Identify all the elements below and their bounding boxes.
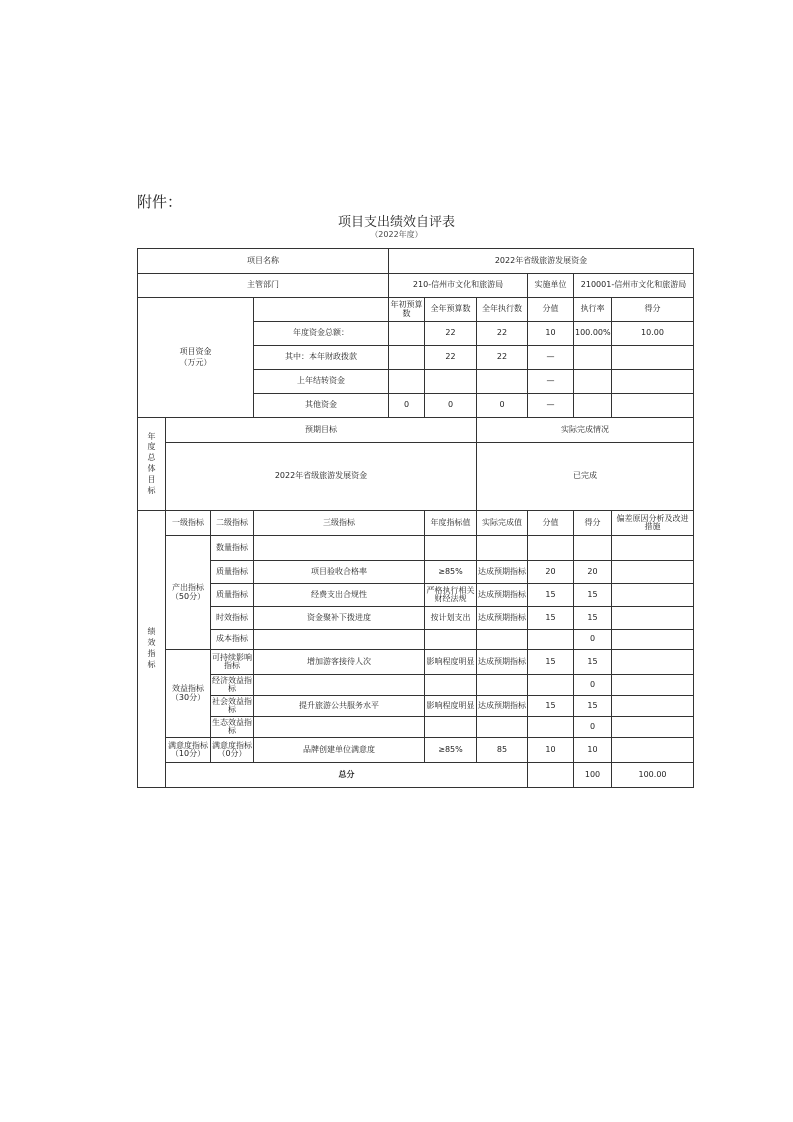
funds-row-rate: 100.00% bbox=[574, 322, 612, 346]
indicator-level3: 增加游客接待人次 bbox=[254, 650, 425, 675]
indicator-weight: 15 bbox=[528, 696, 574, 717]
indicator-score: 15 bbox=[574, 650, 612, 675]
total-label: 总分 bbox=[166, 763, 528, 788]
indicator-level3 bbox=[254, 675, 425, 696]
funds-row-weight: — bbox=[528, 370, 574, 394]
indicator-weight: 15 bbox=[528, 584, 574, 607]
indicator-note bbox=[612, 584, 694, 607]
indicators-header-level3: 三级指标 bbox=[254, 511, 425, 536]
goals-actual-label: 实际完成情况 bbox=[477, 418, 694, 443]
indicator-row bbox=[138, 696, 694, 717]
funds-header-blank bbox=[254, 298, 389, 322]
indicator-actual bbox=[477, 630, 528, 650]
indicator-level2: 质量指标 bbox=[211, 561, 254, 584]
funds-row-name: 其他资金 bbox=[254, 394, 389, 418]
indicator-row bbox=[138, 650, 694, 675]
indicator-level2: 可持续影响指标 bbox=[211, 650, 254, 675]
funds-row-initial bbox=[389, 346, 425, 370]
indicator-level1: 满意度指标（10分） bbox=[166, 738, 211, 763]
total-score: 100.00 bbox=[612, 763, 694, 788]
indicator-actual: 达成预期指标 bbox=[477, 607, 528, 630]
indicator-row bbox=[138, 738, 694, 763]
indicator-target: 按计划支出 bbox=[425, 607, 477, 630]
indicator-level3: 品牌创建单位满意度 bbox=[254, 738, 425, 763]
funds-row-initial bbox=[389, 322, 425, 346]
indicator-score: 15 bbox=[574, 696, 612, 717]
funds-header-budget: 全年预算数 bbox=[425, 298, 477, 322]
project-name-row bbox=[138, 249, 694, 274]
year-subtitle: （2022年度） bbox=[370, 230, 423, 239]
total-row bbox=[138, 763, 694, 788]
indicator-score: 0 bbox=[574, 675, 612, 696]
impl-value: 210001-信州市文化和旅游局 bbox=[574, 274, 694, 298]
indicator-level2: 经济效益指标 bbox=[211, 675, 254, 696]
funds-label: 项目资金 （万元） bbox=[138, 298, 254, 418]
indicator-actual bbox=[477, 675, 528, 696]
funds-row-score bbox=[612, 346, 694, 370]
indicator-row bbox=[138, 717, 694, 738]
indicator-score: 0 bbox=[574, 717, 612, 738]
indicator-target: 严格执行相关财经法规 bbox=[425, 584, 477, 607]
indicator-level3 bbox=[254, 630, 425, 650]
indicators-header-level2: 二级指标 bbox=[211, 511, 254, 536]
funds-row-name: 上年结转资金 bbox=[254, 370, 389, 394]
funds-row-budget: 22 bbox=[425, 346, 477, 370]
impl-label: 实施单位 bbox=[528, 274, 574, 298]
indicator-level3: 提升旅游公共服务水平 bbox=[254, 696, 425, 717]
funds-header-weight: 分值 bbox=[528, 298, 574, 322]
indicator-weight bbox=[528, 675, 574, 696]
indicator-actual: 85 bbox=[477, 738, 528, 763]
funds-row-rate bbox=[574, 370, 612, 394]
funds-header-initial: 年初预算数 bbox=[389, 298, 425, 322]
dept-value: 210-信州市文化和旅游局 bbox=[389, 274, 528, 298]
indicators-side-label: 绩 效 指 标 bbox=[138, 511, 166, 788]
funds-header-row bbox=[138, 298, 694, 322]
indicator-note bbox=[612, 738, 694, 763]
indicator-weight: 20 bbox=[528, 561, 574, 584]
indicator-score: 20 bbox=[574, 561, 612, 584]
funds-row-initial: 0 bbox=[389, 394, 425, 418]
indicator-row bbox=[138, 630, 694, 650]
funds-row-score: 10.00 bbox=[612, 322, 694, 346]
indicator-level2: 生态效益指标 bbox=[211, 717, 254, 738]
indicator-row bbox=[138, 607, 694, 630]
indicators-header-row bbox=[138, 511, 694, 536]
indicator-target: 影响程度明显 bbox=[425, 696, 477, 717]
funds-row-budget bbox=[425, 370, 477, 394]
indicator-level1: 效益指标 （30分） bbox=[166, 650, 211, 738]
goals-expected: 2022年省级旅游发展资金 bbox=[166, 443, 477, 511]
indicator-level2: 社会效益指标 bbox=[211, 696, 254, 717]
attachment-label: 附件： bbox=[137, 193, 183, 211]
total-blank bbox=[528, 763, 574, 788]
project-name-label: 项目名称 bbox=[138, 249, 389, 274]
goals-side-label: 年 度 总 体 目 标 bbox=[138, 418, 166, 511]
page-title: 项目支出绩效自评表 bbox=[337, 215, 455, 230]
indicator-actual: 达成预期指标 bbox=[477, 584, 528, 607]
indicator-target: ≥85% bbox=[425, 738, 477, 763]
indicator-target: 影响程度明显 bbox=[425, 650, 477, 675]
indicators-header-weight: 分值 bbox=[528, 511, 574, 536]
funds-header-score: 得分 bbox=[612, 298, 694, 322]
indicator-weight bbox=[528, 536, 574, 561]
goals-content-row bbox=[138, 443, 694, 511]
indicator-level3 bbox=[254, 536, 425, 561]
indicator-score: 15 bbox=[574, 607, 612, 630]
indicators-header-level1: 一级指标 bbox=[166, 511, 211, 536]
indicator-level2: 成本指标 bbox=[211, 630, 254, 650]
funds-row-score bbox=[612, 394, 694, 418]
indicator-note bbox=[612, 607, 694, 630]
funds-row-rate bbox=[574, 394, 612, 418]
funds-header-executed: 全年执行数 bbox=[477, 298, 528, 322]
indicator-weight: 15 bbox=[528, 650, 574, 675]
indicator-target bbox=[425, 630, 477, 650]
indicator-score: 0 bbox=[574, 630, 612, 650]
project-name-value: 2022年省级旅游发展资金 bbox=[389, 249, 694, 274]
funds-row-budget: 0 bbox=[425, 394, 477, 418]
funds-row-executed: 0 bbox=[477, 394, 528, 418]
indicator-row bbox=[138, 584, 694, 607]
indicator-level2: 时效指标 bbox=[211, 607, 254, 630]
indicator-note bbox=[612, 630, 694, 650]
indicator-target: ≥85% bbox=[425, 561, 477, 584]
funds-row-budget: 22 bbox=[425, 322, 477, 346]
goals-actual: 已完成 bbox=[477, 443, 694, 511]
indicator-actual: 达成预期指标 bbox=[477, 696, 528, 717]
funds-row-rate bbox=[574, 346, 612, 370]
indicator-level3: 经费支出合规性 bbox=[254, 584, 425, 607]
funds-row-executed: 22 bbox=[477, 346, 528, 370]
funds-row-executed: 22 bbox=[477, 322, 528, 346]
indicators-header-target: 年度指标值 bbox=[425, 511, 477, 536]
funds-row-weight: — bbox=[528, 346, 574, 370]
indicator-level2: 数量指标 bbox=[211, 536, 254, 561]
indicator-level3 bbox=[254, 717, 425, 738]
indicator-note bbox=[612, 650, 694, 675]
funds-row-executed bbox=[477, 370, 528, 394]
indicator-note bbox=[612, 675, 694, 696]
indicator-actual bbox=[477, 717, 528, 738]
funds-row-weight: 10 bbox=[528, 322, 574, 346]
funds-row-name: 年度资金总额： bbox=[254, 322, 389, 346]
funds-header-rate: 执行率 bbox=[574, 298, 612, 322]
indicator-level1: 产出指标 （50分） bbox=[166, 536, 211, 650]
indicator-row bbox=[138, 561, 694, 584]
indicator-score: 10 bbox=[574, 738, 612, 763]
indicator-score: 15 bbox=[574, 584, 612, 607]
funds-row-score bbox=[612, 370, 694, 394]
indicator-note bbox=[612, 717, 694, 738]
indicators-header-score: 得分 bbox=[574, 511, 612, 536]
indicator-weight: 10 bbox=[528, 738, 574, 763]
indicator-level2: 质量指标 bbox=[211, 584, 254, 607]
indicator-note bbox=[612, 696, 694, 717]
funds-row-initial bbox=[389, 370, 425, 394]
indicators-header-actual: 实际完成值 bbox=[477, 511, 528, 536]
indicator-weight bbox=[528, 717, 574, 738]
indicator-weight bbox=[528, 630, 574, 650]
funds-row-name: 其中：本年财政拨款 bbox=[254, 346, 389, 370]
dept-row bbox=[138, 274, 694, 298]
indicator-row bbox=[138, 536, 694, 561]
total-weight: 100 bbox=[574, 763, 612, 788]
indicator-target bbox=[425, 717, 477, 738]
goals-header-row bbox=[138, 418, 694, 443]
indicators-header-note: 偏差原因分析及改进措施 bbox=[612, 511, 694, 536]
funds-row-weight: — bbox=[528, 394, 574, 418]
goals-expected-label: 预期目标 bbox=[166, 418, 477, 443]
indicator-target bbox=[425, 675, 477, 696]
indicator-level2: 满意度指标（0分） bbox=[211, 738, 254, 763]
indicator-score bbox=[574, 536, 612, 561]
indicator-note bbox=[612, 561, 694, 584]
indicator-actual: 达成预期指标 bbox=[477, 650, 528, 675]
indicator-level3: 资金聚补下拨进度 bbox=[254, 607, 425, 630]
indicator-row bbox=[138, 675, 694, 696]
evaluation-table bbox=[137, 248, 694, 788]
indicator-target bbox=[425, 536, 477, 561]
indicator-level3: 项目验收合格率 bbox=[254, 561, 425, 584]
indicator-actual: 达成预期指标 bbox=[477, 561, 528, 584]
indicator-weight: 15 bbox=[528, 607, 574, 630]
indicator-note bbox=[612, 536, 694, 561]
dept-label: 主管部门 bbox=[138, 274, 389, 298]
indicator-actual bbox=[477, 536, 528, 561]
